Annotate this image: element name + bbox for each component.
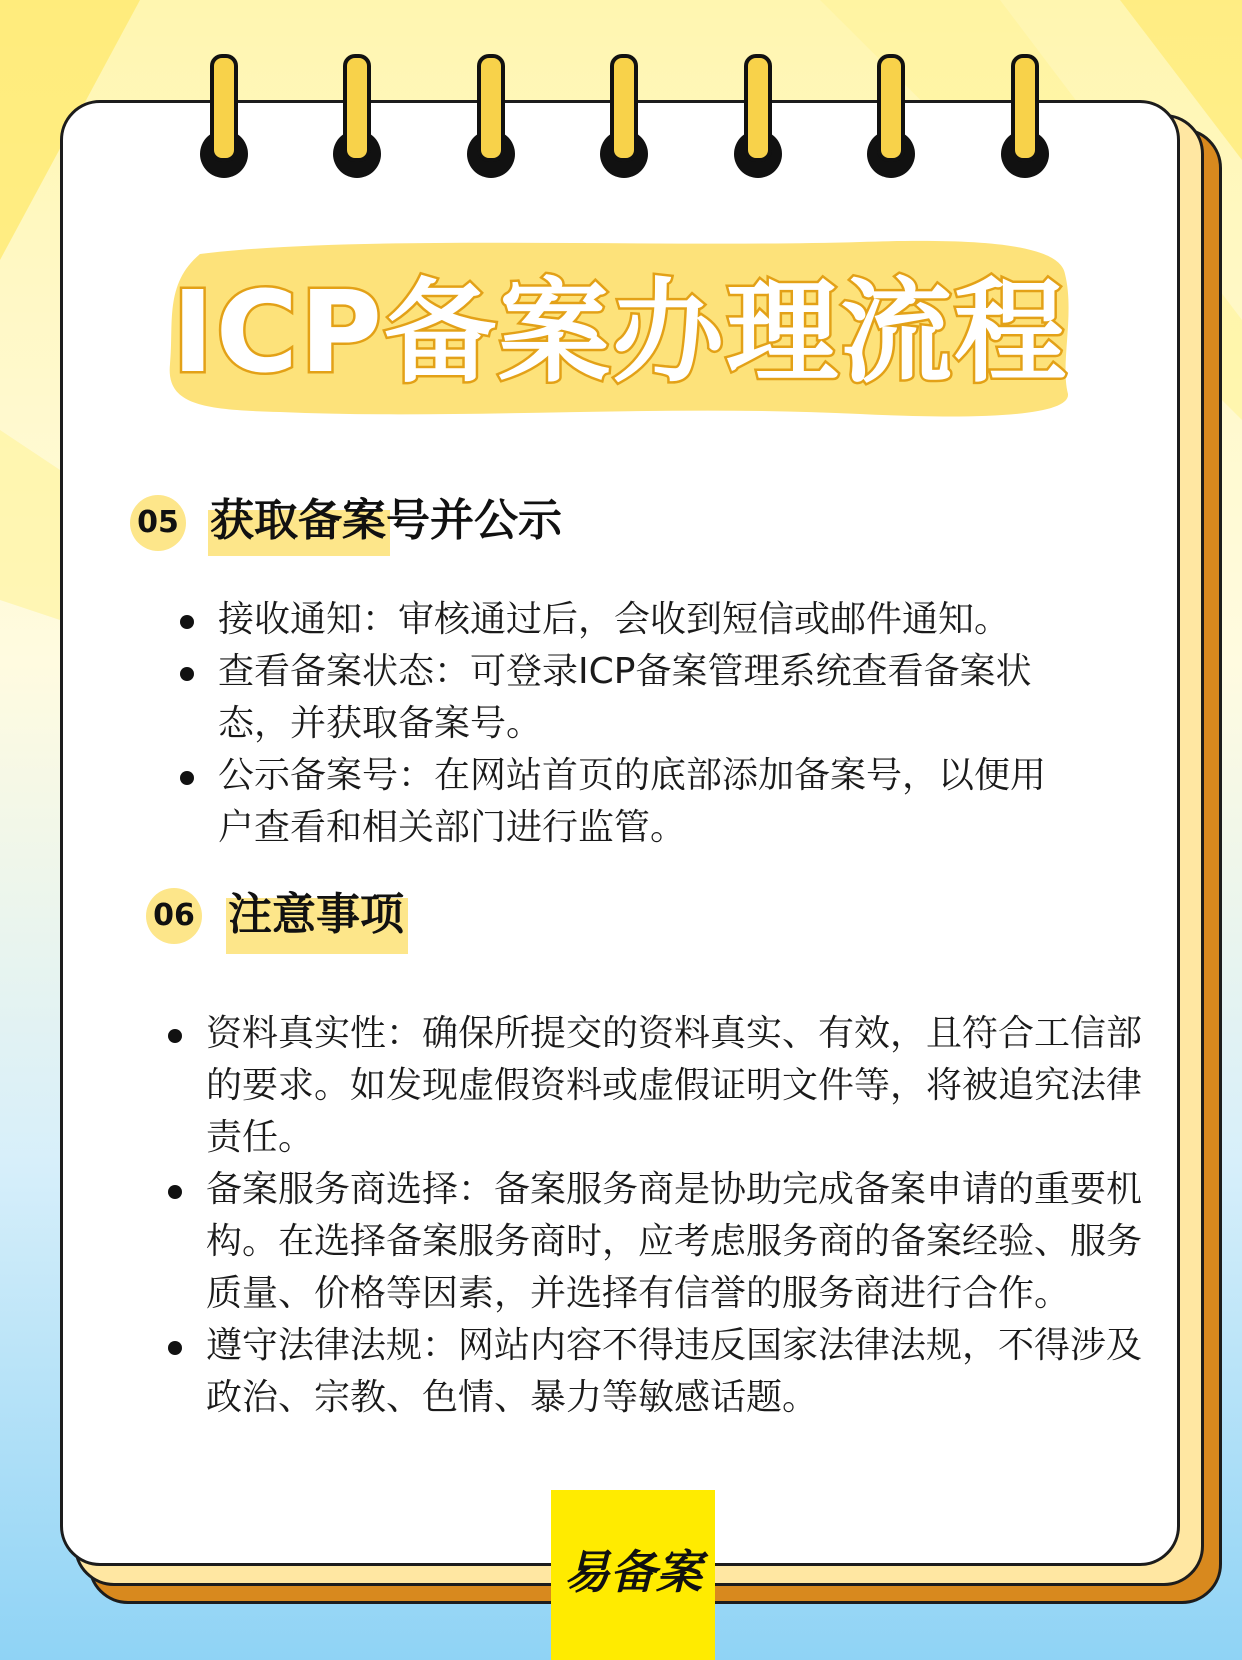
binder-ring: [610, 54, 638, 156]
list-item: 查看备案状态：可登录ICP备案管理系统查看备案状态，并获取备案号。: [180, 646, 1070, 750]
section-06-list: [168, 1008, 1142, 1424]
binder-ring: [210, 54, 238, 156]
section-number-06: 06: [146, 888, 202, 944]
section-05-list: [180, 594, 1070, 854]
binder-ring: [744, 54, 772, 156]
list-item: 公示备案号：在网站首页的底部添加备案号，以便用户查看和相关部门进行监管。: [180, 750, 1070, 854]
section-06-heading: 注意事项: [228, 889, 404, 940]
binder-ring: [1011, 54, 1039, 156]
list-item: 接收通知：审核通过后，会收到短信或邮件通知。: [180, 594, 1070, 646]
binder-ring: [343, 54, 371, 156]
brand-logo: 易备案: [564, 1545, 702, 1599]
section-number-05: 05: [130, 495, 186, 551]
list-item: 遵守法律法规：网站内容不得违反国家法律法规，不得涉及政治、宗教、色情、暴力等敏感话题。: [168, 1320, 1142, 1424]
section-05-heading: 获取备案号并公示: [210, 495, 562, 546]
list-item: 备案服务商选择：备案服务商是协助完成备案申请的重要机构。在选择备案服务商时，应考虑服务商的备案经验、服务质量、价格等因素，并选择有信誉的服务商进行合作。: [168, 1164, 1142, 1320]
binder-ring: [477, 54, 505, 156]
page-title: ICP备案办理流程: [172, 268, 1068, 398]
list-item: 资料真实性：确保所提交的资料真实、有效，且符合工信部的要求。如发现虚假资料或虚假证明文件等，将被追究法律责任。: [168, 1008, 1142, 1164]
binder-ring: [877, 54, 905, 156]
